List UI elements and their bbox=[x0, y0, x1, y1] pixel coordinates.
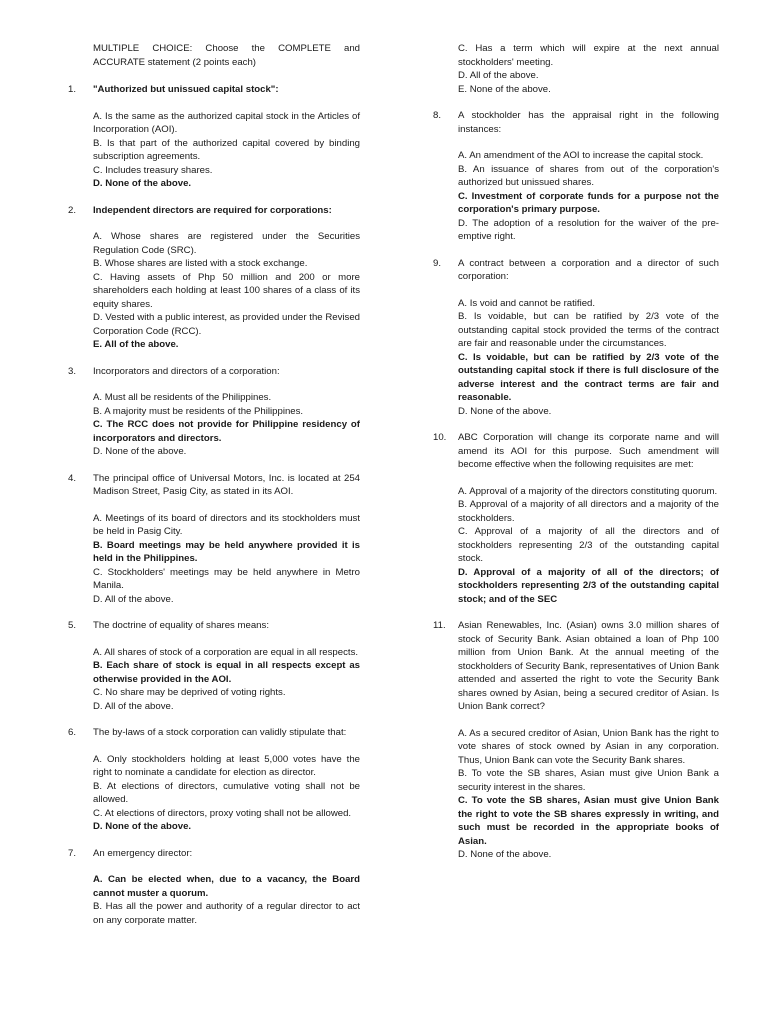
question-number: 5. bbox=[68, 620, 77, 631]
answer-option: D. None of the above. bbox=[93, 446, 187, 457]
answer-option-correct: C. Investment of corporate funds for a purpose not the corporation's primary purpose. bbox=[458, 190, 719, 215]
answer-option: E. None of the above. bbox=[458, 83, 551, 95]
question-text: A contract between a corporation and a director of such corporation: bbox=[458, 257, 719, 282]
answer-option: B. Approval of a majority of all directors and a majority of the stockholders. bbox=[458, 499, 719, 524]
answer-option: C. Having assets of Php 50 million and 200 or more shareholders each holding at least 100 shares of a class of its equity shares. bbox=[93, 271, 360, 310]
answer-option: D. Vested with a public interest, as provided under the Revised Corporation Code (RCC). bbox=[93, 312, 360, 337]
question-item bbox=[60, 472, 360, 607]
answer-option: A. Must all be residents of the Philippines. bbox=[93, 392, 272, 403]
answer-option: C. Approval of a majority of all the directors and of stockholders representing 2/3 of the outstanding capital stock. bbox=[458, 526, 719, 564]
question-number: 8. bbox=[433, 110, 442, 121]
question-item bbox=[60, 619, 360, 713]
answer-option: B. Has all the power and authority of a regular director to act on any corporate matter. bbox=[93, 901, 360, 926]
answer-option: C. Includes treasury shares. bbox=[93, 164, 213, 176]
question-7-continued bbox=[425, 42, 719, 96]
question-number: 1. bbox=[68, 84, 77, 95]
answer-option: D. All of the above. bbox=[458, 70, 539, 81]
question-number: 9. bbox=[433, 257, 442, 269]
answer-option-correct: C. Is voidable, but can be ratified by 2/3 vote of the outstanding capital stock if there is full disclosure of the adverse interest and the contract terms are fair and reasonable. bbox=[458, 351, 719, 403]
question-item bbox=[425, 109, 719, 244]
question-list-right bbox=[425, 109, 719, 862]
answer-option: B. Is that part of the authorized capital covered by binding subscription agreements. bbox=[93, 137, 360, 162]
question-text: Asian Renewables, Inc. (Asian) owns 3.0 million shares of stock of Security Bank. Asian obtained a loan of Php 100 million from Union Bank. At the annual meeting of the stockholders of Security Bank, representatives of Union Bank attended and asserted the right to vote the Security Bank shares owned by Asian, being a secured creditor of Asian. Is Union Bank correct? bbox=[458, 620, 719, 712]
question-number: 4. bbox=[68, 472, 77, 484]
answer-option-correct: D. Approval of a majority of all of the directors; of stockholders representing 2/3 of the outstanding capital stock; and of the SEC bbox=[458, 566, 719, 605]
answer-option-correct: C. The RCC does not provide for Philippine residency of incorporators and directors. bbox=[93, 419, 360, 444]
answer-option: C. No share may be deprived of voting rights. bbox=[93, 687, 286, 698]
question-number: 7. bbox=[68, 847, 77, 859]
answer-option-correct: D. None of the above. bbox=[93, 821, 192, 832]
left-column bbox=[60, 42, 360, 940]
question-item bbox=[425, 619, 719, 862]
answer-option: B. To vote the SB shares, Asian must give Union Bank a security interest in the shares. bbox=[458, 768, 719, 793]
answer-option-correct: A. Can be elected when, due to a vacancy, the Board cannot muster a quorum. bbox=[93, 874, 360, 899]
question-number: 11. bbox=[433, 620, 446, 631]
question-item bbox=[60, 847, 360, 928]
answer-option: B. At elections of directors, cumulative voting shall not be allowed. bbox=[93, 780, 360, 805]
question-text: The doctrine of equality of shares means: bbox=[93, 620, 269, 631]
question-7-continued-options bbox=[458, 42, 719, 96]
answer-option: D. All of the above. bbox=[93, 700, 174, 712]
question-text: The by-laws of a stock corporation can validly stipulate that: bbox=[93, 727, 347, 738]
answer-option: D. None of the above. bbox=[458, 849, 552, 860]
question-number: 3. bbox=[68, 365, 77, 377]
answer-option: A. Is void and cannot be ratified. bbox=[458, 297, 596, 309]
question-text: An emergency director: bbox=[93, 847, 193, 859]
answer-option: B. Is voidable, but can be ratified by 2/3 vote of the outstanding capital stock provided the terms of the contract are fair and reasonable under the circumstances. bbox=[458, 311, 719, 349]
answer-option-correct: C. To vote the SB shares, Asian must give Union Bank the right to vote the SB shares expressly in writing, and such must be recorded in the appropriate books of Asian. bbox=[458, 795, 719, 847]
answer-option: A. All shares of stock of a corporation are equal in all respects. bbox=[93, 646, 359, 658]
answer-option: C. Stockholders' meetings may be held anywhere in Metro Manila. bbox=[93, 566, 360, 591]
question-text: ABC Corporation will change its corporate name and will amend its AOI for this purpose. Such amendment will become effective when the following requisites are met: bbox=[458, 432, 719, 470]
question-number: 6. bbox=[68, 727, 77, 738]
question-item bbox=[60, 365, 360, 459]
answer-option: B. An issuance of shares from out of the corporation's authorized but unissued shares. bbox=[458, 163, 719, 188]
answer-option: A. Is the same as the authorized capital stock in the Articles of Incorporation (AOI). bbox=[93, 110, 360, 135]
answer-option-correct: D. None of the above. bbox=[93, 178, 192, 189]
question-number: 2. bbox=[68, 204, 77, 216]
answer-option: D. The adoption of a resolution for the waiver of the pre-emptive right. bbox=[458, 217, 719, 242]
right-column bbox=[425, 42, 719, 875]
question-list-left bbox=[60, 83, 360, 927]
answer-option-correct: B. Board meetings may be held anywhere provided it is held in the Philippines. bbox=[93, 539, 360, 564]
answer-option: A. Approval of a majority of the directors constituting quorum. bbox=[458, 485, 718, 497]
instructions: MULTIPLE CHOICE: Choose the COMPLETE and ACCURATE statement (2 points each) bbox=[93, 43, 360, 68]
answer-option: A. Only stockholders holding at least 5,000 votes have the right to nominate a candidate for election as director. bbox=[93, 753, 360, 778]
question-item bbox=[60, 83, 360, 191]
question-text: A stockholder has the appraisal right in the following instances: bbox=[458, 110, 719, 135]
answer-option: B. A majority must be residents of the Philippines. bbox=[93, 405, 304, 417]
answer-option-correct: B. Each share of stock is equal in all respects except as otherwise provided in the AOI. bbox=[93, 660, 360, 685]
answer-option: A. An amendment of the AOI to increase the capital stock. bbox=[458, 150, 704, 161]
question-number: 10. bbox=[433, 432, 447, 443]
question-text: "Authorized but unissued capital stock": bbox=[93, 84, 279, 95]
question-text: The principal office of Universal Motors, Inc. is located at 254 Madison Street, Pasig City, as stated in its AOI. bbox=[93, 472, 360, 497]
answer-option: A. Whose shares are registered under the Securities Regulation Code (SRC). bbox=[93, 231, 360, 256]
answer-option: C. Has a term which will expire at the next annual stockholders' meeting. bbox=[458, 43, 719, 68]
answer-option: B. Whose shares are listed with a stock exchange. bbox=[93, 258, 308, 269]
answer-option: D. None of the above. bbox=[458, 405, 552, 417]
question-item bbox=[60, 726, 360, 834]
answer-option-correct: E. All of the above. bbox=[93, 339, 179, 350]
answer-option: A. Meetings of its board of directors and its stockholders must be held in Pasig City. bbox=[93, 512, 360, 537]
answer-option: C. At elections of directors, proxy voting shall not be allowed. bbox=[93, 807, 352, 819]
answer-option: A. As a secured creditor of Asian, Union Bank has the right to vote shares of stock owned by Asian in any corporation. Thus, Union Bank can vote the Security Bank shares. bbox=[458, 727, 719, 766]
question-item bbox=[60, 204, 360, 352]
question-item bbox=[425, 431, 719, 606]
question-text: Incorporators and directors of a corporation: bbox=[93, 365, 280, 377]
question-text: Independent directors are required for corporations: bbox=[93, 204, 332, 216]
answer-option: D. All of the above. bbox=[93, 593, 174, 605]
question-item bbox=[425, 257, 719, 419]
